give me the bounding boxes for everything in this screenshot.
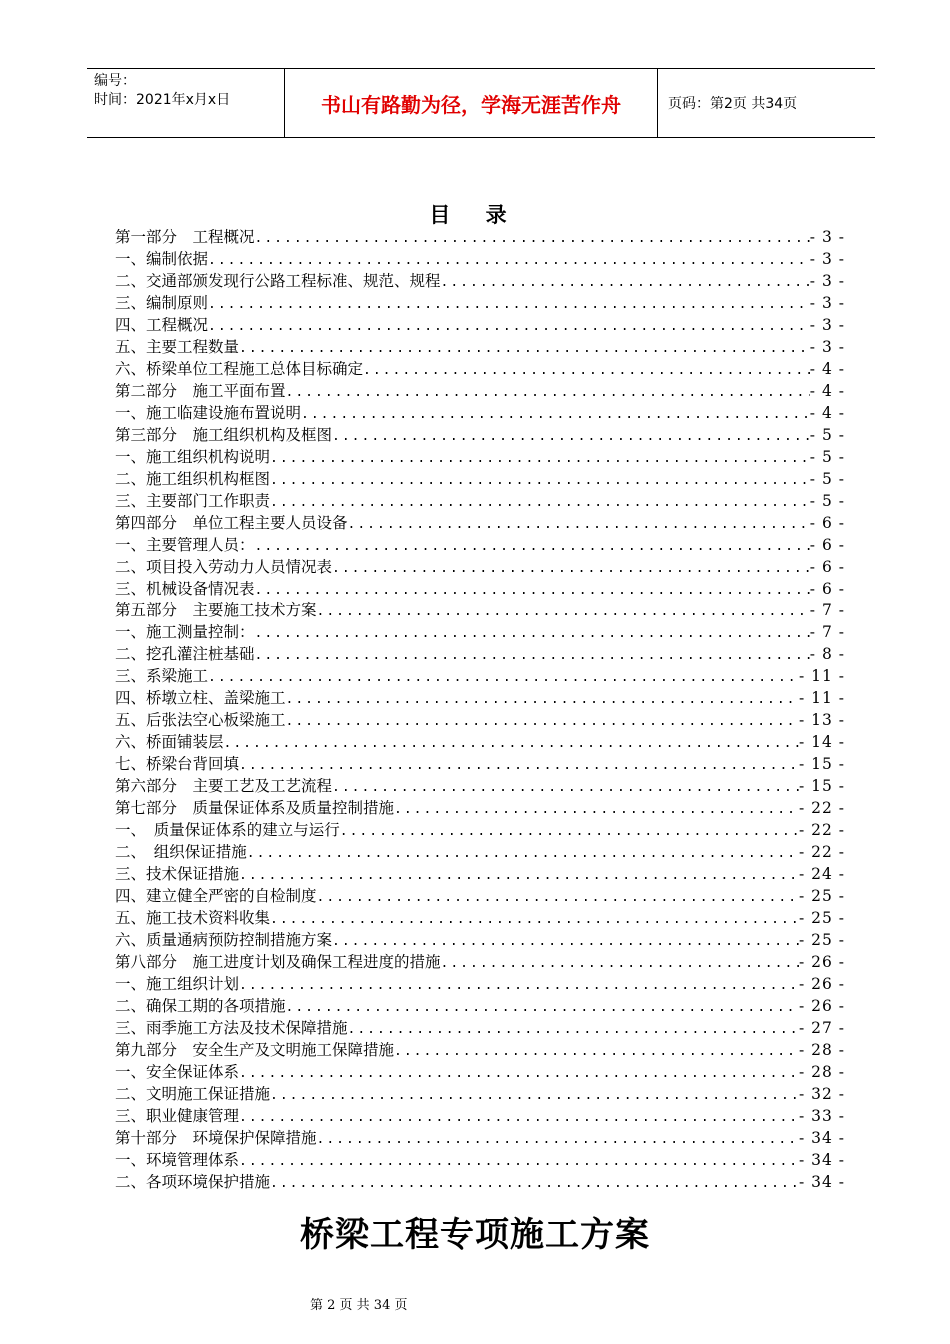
toc-entry[interactable] <box>115 293 845 315</box>
toc-entry-text: 四、建立健全严密的自检制度 <box>115 887 317 906</box>
toc-entry[interactable] <box>115 842 845 864</box>
toc-entry-text: 二、施工组织机构框图 <box>115 469 271 488</box>
toc-leader-dots <box>286 689 799 710</box>
toc-entry-text: 一、施工组织机构说明 <box>115 447 271 466</box>
toc-entry-page: - 13 - <box>798 711 845 730</box>
toc-entry-page: - 32 - <box>798 1084 845 1103</box>
toc-leader-dots <box>270 1085 799 1106</box>
toc-entry-page: - 26 - <box>798 952 845 971</box>
toc-entry[interactable] <box>115 1084 845 1106</box>
toc-leader-dots <box>441 272 810 293</box>
toc-entry-page: - 24 - <box>798 865 845 884</box>
toc-entry-text: 三、主要部门工作职责 <box>115 491 271 510</box>
toc-entry-page: - 7 - <box>809 623 845 642</box>
header-date-label: 时间：2021年x月x日 <box>94 92 231 108</box>
toc-entry-page: - 22 - <box>798 799 845 818</box>
toc-entry-text: 一、安全保证体系 <box>115 1062 240 1081</box>
toc-entry-text: 一、编制依据 <box>115 249 209 268</box>
toc-leader-dots <box>286 382 810 403</box>
toc-leader-dots <box>255 645 810 666</box>
toc-entry[interactable] <box>115 798 845 820</box>
toc-entry-page: - 25 - <box>798 909 845 928</box>
table-of-contents <box>115 227 845 1194</box>
toc-entry-page: - 3 - <box>809 271 845 290</box>
toc-leader-dots <box>239 865 799 886</box>
toc-entry-page: - 11 - <box>798 689 845 708</box>
toc-leader-dots <box>394 1041 799 1062</box>
toc-entry-page: - 6 - <box>809 579 845 598</box>
toc-entry-page: - 34 - <box>798 1128 845 1147</box>
toc-entry[interactable] <box>115 754 845 776</box>
toc-entry-text: 三、技术保证措施 <box>115 865 240 884</box>
toc-leader-dots <box>270 448 810 469</box>
toc-entry-page: - 7 - <box>809 601 845 620</box>
toc-entry-page: - 6 - <box>809 513 845 532</box>
toc-leader-dots <box>270 909 799 930</box>
toc-entry[interactable] <box>115 403 845 425</box>
toc-entry[interactable] <box>115 974 845 996</box>
toc-entry-page: - 11 - <box>798 667 845 686</box>
toc-entry[interactable] <box>115 249 845 271</box>
toc-entry[interactable] <box>115 1128 845 1150</box>
toc-entry-page: - 34 - <box>798 1172 845 1191</box>
toc-entry[interactable] <box>115 688 845 710</box>
toc-entry[interactable] <box>115 776 845 798</box>
toc-leader-dots <box>317 601 810 622</box>
toc-leader-dots <box>224 733 799 754</box>
toc-entry[interactable] <box>115 1040 845 1062</box>
toc-leader-dots <box>332 777 799 798</box>
toc-entry-page: - 22 - <box>798 843 845 862</box>
toc-entry-page: - 5 - <box>809 469 845 488</box>
toc-entry-text: 一、环境管理体系 <box>115 1150 240 1169</box>
toc-entry[interactable] <box>115 1106 845 1128</box>
header-number-label: 编号： <box>94 73 136 89</box>
header-page-info: 页码：第2页 共34页 <box>668 96 798 112</box>
toc-entry-text: 一、施工组织计划 <box>115 974 240 993</box>
toc-leader-dots <box>332 426 810 447</box>
toc-leader-dots <box>348 1019 799 1040</box>
document-title: 桥梁工程专项施工方案 <box>300 1215 650 1255</box>
toc-entry-page: - 34 - <box>798 1150 845 1169</box>
toc-leader-dots <box>286 711 799 732</box>
toc-entry-page: - 33 - <box>798 1106 845 1125</box>
toc-entry[interactable] <box>115 930 845 952</box>
toc-entry-text: 第一部分 工程概况 <box>115 228 255 246</box>
toc-entry-page: - 3 - <box>809 249 845 268</box>
toc-entry-text: 四、桥墩立柱、盖梁施工 <box>115 689 286 708</box>
toc-leader-dots <box>340 821 799 842</box>
toc-entry[interactable] <box>115 469 845 491</box>
toc-entry[interactable] <box>115 491 845 513</box>
toc-entry-page: - 28 - <box>798 1062 845 1081</box>
toc-entry-page: - 3 - <box>809 293 845 312</box>
toc-entry-page: - 5 - <box>809 425 845 444</box>
toc-leader-dots <box>255 228 810 249</box>
toc-entry-page: - 6 - <box>809 557 845 576</box>
toc-entry-page: - 22 - <box>798 821 845 840</box>
toc-entry-text: 三、系梁施工 <box>115 667 209 686</box>
toc-leader-dots <box>239 338 810 359</box>
toc-leader-dots <box>317 887 799 908</box>
toc-entry[interactable] <box>115 644 845 666</box>
toc-entry-text: 二、文明施工保证措施 <box>115 1084 271 1103</box>
toc-entry-text: 二、项目投入劳动力人员情况表 <box>115 557 333 576</box>
toc-entry[interactable] <box>115 425 845 447</box>
toc-leader-dots <box>208 250 810 271</box>
toc-entry-text: 二、 组织保证措施 <box>115 843 247 862</box>
toc-entry[interactable] <box>115 864 845 886</box>
toc-leader-dots <box>239 755 799 776</box>
toc-leader-dots <box>255 536 810 557</box>
toc-entry-page: - 4 - <box>809 403 845 422</box>
toc-leader-dots <box>208 667 799 688</box>
page-footer: 第 2 页 共 34 页 <box>310 1298 408 1313</box>
toc-leader-dots <box>239 1151 799 1172</box>
toc-entry[interactable] <box>115 1018 845 1040</box>
toc-entry[interactable] <box>115 315 845 337</box>
toc-leader-dots <box>332 558 810 579</box>
toc-entry-page: - 26 - <box>798 974 845 993</box>
toc-entry-text: 七、桥梁台背回填 <box>115 755 240 774</box>
toc-entry-text: 五、施工技术资料收集 <box>115 909 271 928</box>
toc-entry-text: 五、后张法空心板梁施工 <box>115 711 286 730</box>
toc-entry-page: - 25 - <box>798 887 845 906</box>
toc-entry-text: 一、施工临建设施布置说明 <box>115 403 302 422</box>
toc-entry-text: 三、编制原则 <box>115 293 209 312</box>
toc-leader-dots <box>270 492 810 513</box>
toc-entry-page: - 14 - <box>798 733 845 752</box>
toc-entry[interactable] <box>115 710 845 732</box>
toc-entry-page: - 4 - <box>809 381 845 400</box>
toc-entry[interactable] <box>115 1172 845 1194</box>
toc-entry-text: 一、主要管理人员： <box>115 535 255 554</box>
toc-entry-page: - 6 - <box>809 535 845 554</box>
toc-entry[interactable] <box>115 271 845 293</box>
toc-entry[interactable] <box>115 996 845 1018</box>
toc-entry-text: 三、机械设备情况表 <box>115 579 255 598</box>
toc-entry-page: - 5 - <box>809 491 845 510</box>
toc-entry[interactable] <box>115 381 845 403</box>
toc-entry[interactable] <box>115 820 845 842</box>
toc-leader-dots <box>255 623 810 644</box>
toc-entry-text: 二、挖孔灌注桩基础 <box>115 645 255 664</box>
toc-entry-text: 三、雨季施工方法及技术保障措施 <box>115 1018 348 1037</box>
toc-entry[interactable] <box>115 600 845 622</box>
toc-entry-page: - 3 - <box>809 315 845 334</box>
toc-leader-dots <box>270 470 810 491</box>
toc-entry[interactable] <box>115 447 845 469</box>
toc-leader-dots <box>441 953 799 974</box>
toc-entry-text: 二、交通部颁发现行公路工程标准、规范、规程 <box>115 271 441 290</box>
toc-entry-text: 第五部分 主要施工技术方案 <box>115 601 317 620</box>
toc-entry[interactable] <box>115 227 845 249</box>
toc-leader-dots <box>348 514 810 535</box>
toc-entry[interactable] <box>115 513 845 535</box>
toc-leader-dots <box>317 1129 799 1150</box>
toc-entry[interactable] <box>115 908 845 930</box>
toc-entry-text: 第九部分 安全生产及文明施工保障措施 <box>115 1040 395 1059</box>
toc-entry[interactable] <box>115 337 845 359</box>
toc-leader-dots <box>255 580 810 601</box>
toc-entry[interactable] <box>115 359 845 381</box>
page-header <box>87 68 875 138</box>
toc-entry-text: 四、工程概况 <box>115 315 209 334</box>
toc-leader-dots <box>394 799 799 820</box>
toc-entry-text: 五、主要工程数量 <box>115 337 240 356</box>
toc-entry-page: - 4 - <box>809 359 845 378</box>
toc-leader-dots <box>247 843 799 864</box>
toc-leader-dots <box>301 404 810 425</box>
toc-entry-page: - 3 - <box>809 228 845 246</box>
toc-entry-page: - 27 - <box>798 1018 845 1037</box>
toc-entry-text: 第六部分 主要工艺及工艺流程 <box>115 777 333 796</box>
toc-entry-text: 一、 质量保证体系的建立与运行 <box>115 821 340 840</box>
toc-entry-page: - 8 - <box>809 645 845 664</box>
toc-entry-text: 一、施工测量控制： <box>115 623 255 642</box>
header-motto: 书山有路勤为径，学海无涯苦作舟 <box>285 69 658 137</box>
toc-leader-dots <box>332 931 799 952</box>
toc-entry[interactable] <box>115 666 845 688</box>
toc-entry-text: 第七部分 质量保证体系及质量控制措施 <box>115 799 395 818</box>
toc-entry-page: - 25 - <box>798 931 845 949</box>
toc-entry[interactable] <box>115 732 845 754</box>
toc-entry-page: - 5 - <box>809 447 845 466</box>
toc-entry-text: 二、确保工期的各项措施 <box>115 996 286 1015</box>
toc-entry-page: - 28 - <box>798 1040 845 1059</box>
toc-entry-text: 第三部分 施工组织机构及框图 <box>115 425 333 444</box>
toc-leader-dots <box>208 316 810 337</box>
toc-entry-page: - 3 - <box>809 337 845 356</box>
toc-entry-page: - 26 - <box>798 996 845 1015</box>
toc-leader-dots <box>239 1063 799 1084</box>
toc-entry[interactable] <box>115 622 845 644</box>
toc-leader-dots <box>208 294 810 315</box>
toc-entry-text: 第八部分 施工进度计划及确保工程进度的措施 <box>115 952 441 971</box>
toc-leader-dots <box>270 1173 799 1194</box>
toc-leader-dots <box>286 997 799 1018</box>
toc-leader-dots <box>239 1107 799 1128</box>
toc-entry-text: 第二部分 施工平面布置 <box>115 381 286 400</box>
toc-entry-text: 六、质量通病预防控制措施方案 <box>115 931 333 949</box>
header-meta <box>87 69 285 137</box>
toc-leader-dots <box>239 975 799 996</box>
toc-entry-text: 六、桥面铺装层 <box>115 733 224 752</box>
toc-entry[interactable] <box>115 1062 845 1084</box>
toc-entry-text: 第四部分 单位工程主要人员设备 <box>115 513 348 532</box>
toc-leader-dots <box>363 360 810 381</box>
toc-entry[interactable] <box>115 535 845 557</box>
toc-entry-text: 第十部分 环境保护保障措施 <box>115 1128 317 1147</box>
toc-entry-text: 六、桥梁单位工程施工总体目标确定 <box>115 359 364 378</box>
toc-entry-text: 三、职业健康管理 <box>115 1106 240 1125</box>
toc-entry[interactable] <box>115 886 845 908</box>
toc-entry[interactable] <box>115 1150 845 1172</box>
toc-entry-page: - 15 - <box>798 777 845 796</box>
toc-entry-text: 二、各项环境保护措施 <box>115 1172 271 1191</box>
toc-entry-page: - 15 - <box>798 755 845 774</box>
toc-entry[interactable] <box>115 557 845 579</box>
toc-title: 目 录 <box>429 202 521 227</box>
toc-entry[interactable] <box>115 952 845 974</box>
toc-entry[interactable] <box>115 579 845 601</box>
